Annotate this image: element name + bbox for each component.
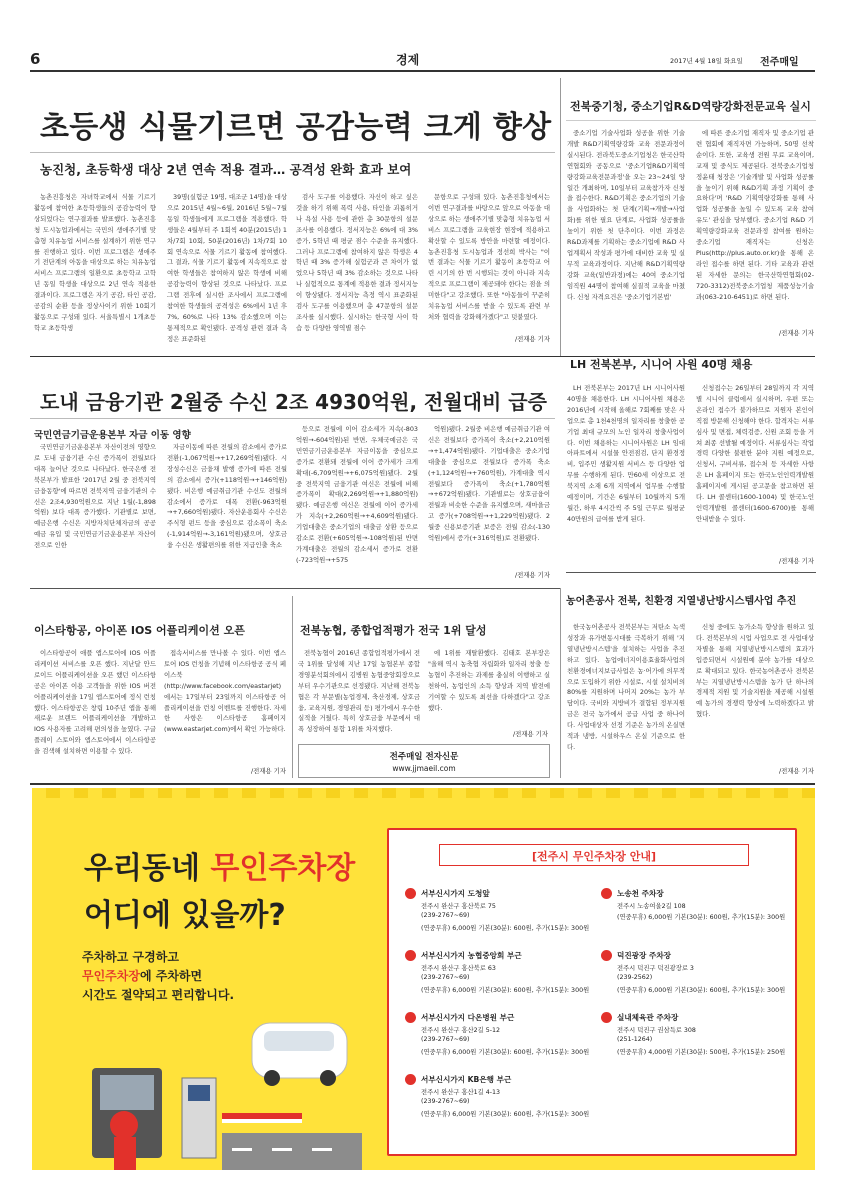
right-article3-headline: 농어촌공사 전북, 친환경 지열냉난방시스템사업 추진: [566, 596, 797, 607]
lot-address: 전주시 덕진구 권삼득로 308: [617, 1027, 696, 1034]
page-header: [30, 50, 820, 70]
article3-col2: 접속서비스를 만나볼 수 있다. 이번 앱스토어 IOS 런칭을 기념해 이스타항공 공식 페이스북(http://www.facebook.com/eastarjet) 에서는 17일부터 23일까지 이스타항공 어플리케이션을 런칭 이벤트를 진행한다. 자세한 사항은 이스타항공 홈페이지(www.eastarjet.com)에서 확인 가능하다.: [164, 649, 286, 734]
lot-name: 서부신시가지 다온병원 부근: [421, 1013, 515, 1022]
lot-item: [601, 950, 793, 1012]
article1-col2: 39명(실험군 19명, 대조군 14명)을 대상으로 2015년 4월~6월, 2016년 5월~7월 동일 학생들에게 프로그램을 적용했다. 학생들은 4월부터 주 1회씩 40분(2015년) 1차/7회 10회, 50분(2016년) 1차/7회 10회 연속으로 식물 기르기 활동에 참여했다. 그 결과, 식물 기르기 활동에 지속적으로 참여한 학생들은 참여하지 않은 학생에 비해 공감능력이 향상된 것으로 나타났다. 프로그램 전후에 실시한 조사에서 프로그램에 참여한 학생들의 공격성은 6%에서 1년 후 7%, 60%로 나타 13% 감소했으며 이는 통제적으로 확인됐다. 공격성 관련 결과 측정은 표준화된: [167, 193, 287, 343]
column-divider: [560, 588, 561, 778]
lot-name: 서부신시가지 KB은행 부근: [421, 1075, 512, 1084]
ad-right-lot-list: [601, 888, 793, 1074]
online-edition-title: 전주매일 전자신문: [389, 752, 459, 762]
location-pin-icon: [405, 1074, 416, 1085]
article2-col1: 국민연금기금운용본부 자산이전의 영향으로 도내 금융기관 수신 증가폭이 전월보다 대폭 늘어난 것으로 나타났다. 한국은행 전북본부가 발표한 '2017년 2월 중 전북지역 금융동향'에 따르면 전북지역 금융기관의 수신은 2조4,930억원으로 지난 1월(-1,898억원) 보다 대폭 증가했다. 기관별로 보면, 예금은행 수신은 지방자치단체자금의 공공예금 유입 및 국민연금기금운용본부 자산이전으로 인한: [34, 443, 156, 550]
article1-col4: 문항으로 구성돼 있다. 농촌진흥청에서는 이번 연구결과를 바탕으로 앞으로 아동을 대상으로 하는 생애주기별 맞춤형 치유농업 서비스 프로그램을 교육현장 현장에 적용하고 확산할 수 있도록 방안을 마련할 예정이다. 농촌진흥청 도시농업과 정선희 박사는 "이번 결과는 식물 기르기 활동이 초등학교 어린 시기의 한 번 시행되는 것이 아니라 지속적으로 프로그램이 제공돼야 한다는 점을 의미한다"고 강조했다. 또한 "아동들이 꾸준히 치유농업 서비스를 받을 수 있도록 관련 부처와 협력을 강화해가겠다"고 덧붙였다.: [428, 193, 550, 321]
paper-name: 전주매일: [760, 57, 799, 68]
lot-phone: (239-2767~69): [421, 1036, 470, 1043]
ad-body-line2: [82, 967, 202, 984]
online-edition-url[interactable]: www.jjmaeil.com: [392, 764, 456, 773]
ad-top-stripe: [32, 788, 815, 798]
article1-headline: 초등생 식물기르면 공감능력 크게 향상: [40, 110, 552, 145]
lot-fee: (연중무휴) 6,000원 기본(30분): 600원, 추가(15분): 300원: [421, 987, 590, 994]
right-article1-byline: /전재용 기자: [778, 329, 814, 337]
article2-col4: 억원)됐다. 2월중 비은행 예금취급기관 여신은 전월보다 증가폭이 축소(+2,210억원→+1,474억원)됐다. 기업대출은 중소기업대출을 중심으로 전월보다 증가폭 축소(+1,124억원→+760억원), 가계대출 역시 전월보다 증가폭이 축소(+1,780억원→+672억원)됐다. 기관별로는 상호금융이 전월과 비슷한 수준을 유지했으며, 새마을금고 증가(+708억원→+1,229억원)됐다. 2월중 신용보증기관 보증은 전월 감소(-130억원)에서 증가(+316억원)로 전환됐다.: [428, 425, 550, 543]
parking-lot-illustration: [72, 1013, 372, 1170]
lot-name: 서부신시가지 도청앞: [421, 889, 490, 898]
ad-parking-photo: [72, 1013, 372, 1170]
column-divider: [560, 78, 561, 356]
lot-address: 전주시 완산구 홍산북로 75: [421, 903, 496, 910]
lot-fee: (연중무휴) 4,000원 기본(30분): 500원, 추가(15분): 250원: [617, 1049, 786, 1056]
lot-phone: (239-2767~69): [421, 974, 470, 981]
ad-body-line1: 주차하고 구경하고: [82, 950, 179, 964]
lot-name: 덕진광장 주차장: [617, 951, 671, 960]
right-article1-headline: 전북중기청, 중소기업R&D역량강화전문교육 실시: [570, 100, 811, 113]
article3-headline: 이스타항공, 아이폰 IOS 어플리케이션 오픈: [34, 624, 245, 637]
issue-date: 2017년 4월 18일 화요일: [670, 57, 743, 65]
ad-left-lot-list: [405, 888, 625, 1136]
location-pin-icon: [405, 888, 416, 899]
lot-address: 전주시 완산구 홍산1길 4-13: [421, 1089, 501, 1096]
divider: [566, 120, 816, 121]
article4-col1: 전북농협이 2016년 종합업적평가에서 전국 1위를 달성해 지난 17일 농협본부 종합경영분석회의에서 김병원 농협중앙회장으로부터 우수기관으로 선정됐다. 지난해 전북농협은 각 부문별(농업경제, 축산경제, 상호금융, 교육지원, 경영관리 등) 평가에서 우수한 실적을 거뒀다. 특히 상호금융 부문에서 대폭 성장하여 통합 1위를 차지했다.: [298, 649, 420, 734]
divider: [30, 152, 555, 153]
divider: [30, 783, 815, 785]
ad-body-highlight: 무인주차장: [82, 969, 140, 983]
ad-headline-highlight: 무인주차장: [210, 851, 356, 886]
lot-phone: (239-2767~69): [421, 912, 470, 919]
article3-col1: 이스타항공이 애플 앱스토어에 IOS 어플리케이션 서비스를 오픈 했다. 지난달 안드로이드 어플리케이션을 오픈 했던 이스타항공은 아이폰 이용 고객들을 위한 IOS 버전 어플리케이션을 17일 앱스토어에 정식 런칭 했다. 이스타항공은 창립 10주년 앱을 통해 새로운 브랜드 어플리케이션을 개발하고 IOS 사용자를 고려해 편의성을 높였다. 구글플레이 스토어와 앱스토어에서 이스타항공을 검색해 설치하면 이용할 수 있다.: [34, 649, 156, 756]
header-rule: [30, 70, 815, 72]
article2-subhead: 국민연금기금운용본부 자금 이동 영향: [34, 430, 191, 441]
ad-info-box: [387, 828, 797, 1156]
lot-fee: (연중무휴) 6,000원 기본(30분): 600원, 추가(15분): 300원: [421, 1049, 590, 1056]
right-article2-col1: LH 전북본부는 2017년 LH 시니어사원 40명을 채용한다. LH 시니어사원 채용은 2016년에 시작해 올해로 7회째를 맞은 사업으로 총 1천4천명의 일자리를 창출한 공기업 최대 규모의 노인 일자리 창출사업이다. 이번 채용하는 시니어사원은 LH 임대아파트에서 시설물 안전점검, 단지 환경정비, 입주민 생활지원 서비스 등 다양한 업무를 수행하게 된다. 만60세 이상으로 전북지역 소재 6개 지역에서 업무를 수행할 예정이며, 기간은 6월부터 10월까지 5개월간, 하루 4시간씩 주 5일 근무로 월평균 40만원의 급여를 받게 된다.: [567, 384, 685, 523]
location-pin-icon: [405, 950, 416, 961]
lot-fee: (연중무휴) 6,000원 기본(30분): 600원, 추가(15분): 300원: [617, 987, 786, 994]
location-pin-icon: [601, 950, 612, 961]
parking-ad: [32, 788, 815, 1170]
right-article1-col2: 에 따른 중소기업 재직자 및 중소기업 관련 협회에 재직자면 가능하며, 50명 선착순이다. 또한, 교육생 전원 무료 교육이며, 교재 및 중식도 제공된다. 전북중소기업청 정윤태 청장은 '기술개발 및 사업화 성공률을 높이기 위해 R&D기획 과정 기획이 중요하다'며 'R&D 기획역량강화를 통해 사업화 성공률을 높일 수 있도록 교육 참여 유도' 관심을 당부했다. 중소기업 R&D 기획역량강화교육 전문과정 참여를 원하는 중소기업 재직자는 신청은 Plus(http://plus.auto.or.kr)을 통해 온라인 접수를 하면 된다. 기타 교육과 관련된 자세한 문의는 한국산학연협회(02-720-3312)전북중소기업청 제품성능기술과(063-210-6451)로 하면 된다.: [696, 129, 814, 301]
location-pin-icon: [601, 1012, 612, 1023]
ad-headline-part: 우리동네: [84, 851, 211, 886]
right-article3-col2: 신청 중에도 농가소득 향상을 원하고 있다. 전북본부의 시업 사업으로 전 사업대상자별을 통해 지열냉난방시스템의 효과가 입증되면서 시설원예 분야 농가를 대상으로 확대되고 있다. 한국농어촌공사 전북본부는 지열냉난방시스템을 농가 단 하나의 경제적 지원 및 기술지원을 제공해 시설원예 농가의 경쟁력 향상에 노력하겠다고 밝혔다.: [696, 623, 814, 719]
article2-col3: 등으로 전월에 이어 감소세가 지속(-803억원→-604억원)된 반면, 우체국예금은 국민연금기금운용본부 자금이동을 중심으로 증가로 전환돼 전월에 이어 증가세가 크게 확대(-6,709억원→+6,075억원)됐다. 2월중 전북지역 금융기관 여신은 전월에 비해 증가폭이 확대(2,269억원→+1,880억원)됐다. 예금은행 여신은 전월에 이어 증가세가 지속(+2,260억원→+4,609억원)됐다. 기업대출은 중소기업의 대출금 상환 등으로 감소로 전환(+605억원→-108억원)된 반면 가계대출은 전월의 감소세서 증가로 전환(-723억원→+575: [296, 425, 418, 564]
lot-phone: (251-1264): [617, 1036, 653, 1043]
lot-item: [405, 1012, 625, 1074]
lot-phone: (239-2562): [617, 974, 653, 981]
ad-info-title: [전주시 무인주차장 안내]: [532, 850, 656, 863]
right-article2-col2: 신청접수는 26일부터 28일까지 각 지역별 시니어 클럽에서 실시하며, 우편 또는 온라인 접수가 불가하므로 지원자 본인이 직접 방문해 신청해야 한다. 합격자는 서류심사 및 면접, 체력검증, 신원 조회 등을 거쳐 최종 선발될 예정이다. 서류심사는 작업경력 다양한 불편한 분야 지원 예정으로, 신청서, 구비서류, 접수처 등 자세한 사항은 LH 홈페이지 또는 한국노인인력개발원 홈페이지에 게시된 공고문을 참고하면 된다. LH 콜센터(1600-1004) 및 한국노인인력개발원 콜센터(1600-6700)를 통해 안내받을 수 있다.: [696, 384, 814, 523]
lot-item: [405, 1074, 625, 1136]
lot-name: 노송천 주차장: [617, 889, 664, 898]
lot-fee: (연중무휴) 6,000원 기본(30분): 600원, 추가(15분): 300원: [421, 1111, 590, 1118]
article4-headline: 전북농협, 종합업적평가 전국 1위 달성: [300, 624, 487, 637]
right-article2-headline: LH 전북본부, 시니어 사원 40명 채용: [570, 358, 753, 371]
lot-fee: (연중무휴) 6,000원 기본(30분): 600원, 추가(15분): 300원: [421, 925, 590, 932]
ad-headline-line1: [84, 843, 355, 887]
article4-col2: 에 1위를 재탈환했다. 김태호 본부장은 "올해 역시 농축협 자립화와 일자리 창출 등 농협이 추진하는 과제를 충실히 이행하고 실천하여, 농업인의 소득 향상과 지역 발전에 기여할 수 있도록 최선을 다하겠다"고 강조했다.: [428, 649, 550, 712]
article4-byline: /전재용 기자: [512, 730, 548, 738]
lot-phone: (239-2767~69): [421, 1098, 470, 1105]
divider: [30, 588, 560, 589]
lot-address: 전주시 노송여울2길 108: [617, 903, 686, 910]
column-divider: [292, 596, 293, 778]
lot-phone: (연중무휴) 6,000원 기본(30분): 600원, 추가(15분): 300원: [617, 914, 786, 921]
lot-address: 전주시 덕진구 덕진광장로 3: [617, 965, 694, 972]
lot-address: 전주시 완산구 홍산북로 63: [421, 965, 496, 972]
right-article1-col1: 중소기업 기술사업화 성공을 위한 기술개발 R&D기획역량강화 교육 전문과정이 실시된다. 전라북도중소기업청은 한국산학연협회와 공동으로 '중소기업R&D기획역량강화교육전문과정'을 오는 23~24일 양일간 개최하며, 10일부터 교육참가자 신청을 접수한다. R&D기획은 중소기업의 기술을 사업화하는 첫 단계(기획→개발→사업화)를 위한 필요 단계로, 사업화 성공률을 높이기 위한 첫 단추이다. 이번 과정은 R&D과제를 기획하는 중소기업에 R&D 사업계획서 작성과 평가에 대비한 교육 및 실무적 교육과정이다. 지난해 R&D기획역량강화 교육(일반과정)에는 40여 중소기업 임직원 44명이 참여해 실질적 교육을 마쳤다. 신청 자격요건은 '중소기업기본법': [567, 129, 685, 301]
ad-body-rest: 에 주차하면: [139, 969, 203, 983]
lot-address: 전주시 완산구 홍산2길 5-12: [421, 1027, 501, 1034]
lot-item: [405, 888, 625, 950]
article3-byline: /전재용 기자: [250, 767, 286, 775]
right-article3-byline: /전재용 기자: [778, 767, 814, 775]
lot-item: [601, 888, 793, 950]
article1-col3: 검사 도구를 이용했다. 자신이 하고 싶은 것을 하기 위해 폭력 사용, 타인을 괴롭히거나 욕설 사용 등에 관한 총 30문항의 설문 조사를 이용했다. 정서지능은 6%에 대 3% 증가, 5학년 때 평균 점수 수준을 유지했다. 그러나 프로그램에 참여하지 않은 학생은 4학년 때 3% 증가해 실험군과 큰 차이가 없었으나 5학년 때 3% 감소하는 것으로 나타나 실험적으로 통계에 적용한 결과 정서지능이 향상됐다. 정서지능 측정 역시 표준화된 검사 도구를 이용했으며 총 47문항의 설문 조사를 실시했다. 실시하는 한국형 사이 학습 등 다양한 영역별 점수: [296, 193, 418, 332]
article2-headline: 도내 금융기관 2월중 수신 2조 4930억원, 전월대비 급증: [40, 390, 547, 414]
article2-col2: 자금이동에 따른 전월의 감소에서 증가로 전환(-1,067억원→+17,269억원)됐다. 시장성수신은 금융채 발행 증가에 따른 전월의 감소에서 증가(+118억원→+146억원)됐다. 비은행 예금취급기관 수신도 전월의 감소에서 증가로 대폭 전환(-963억원→+7,660억원)됐다. 자산운용회사 수신은 주식형 펀드 등을 중심으로 감소폭이 축소(-1,914억원→-3,161억원)됐으며, 상호금융 수신은 생활편의를 위한 지급인출 축소: [167, 443, 287, 550]
article1-col1: 농촌진흥청은 자녀학교에서 식물 기르기 활동에 참여한 초등학생들의 공감능력이 향상되었다는 연구결과를 발표했다. 농촌진흥청 도시농업과에서는 국민의 생애주기별 맞춤형 치유농업 서비스를 설계하기 위한 연구를 진행하고 있다. 이번 프로그램은 생애주기 전단계의 아동을 대상으로 하는 치유농업 서비스 프로그램의 일환으로 초등학교 고학년 동일 학생을 대상으로 2년 연속 적용한 결과이다. 프로그램은 자기 공감, 타인 공감, 공감의 순환 등을 정상사이키 위한 10회기 활동으로 구성돼 있다. 서울특별시 1개초등학교 초등학생: [34, 193, 156, 332]
section-name: 경제: [396, 53, 420, 67]
article1-byline: /전재용 기자: [514, 335, 550, 343]
ad-body-line3: 시간도 절약되고 편리합니다.: [82, 988, 235, 1002]
lot-name: 서부신시가지 농협중앙회 부근: [421, 951, 522, 960]
article2-byline: /전재용 기자: [514, 571, 550, 579]
page-number: 6: [30, 50, 41, 68]
lot-item: [405, 950, 625, 1012]
right-article3-col1: 한국농어촌공사 전북본부는 저탄소 녹색성장과 유가변동시대를 극복하기 위해 '지열냉난방시스템'을 설치하는 사업을 추진하고 있다. 농업에너지이용효율화사업의 친환경에너지보급사업은 농·어가에 의무적으로 도입하기 위한 시설로, 시설 설치비의 80%를 지원하며 나머지 20%는 농가 부담이다. 국비와 지방비가 결합된 정부지원금은 전국 농가에서 공급 사업 중 하나이다. 사업대상자 선정 기준은 농가의 온실면적과 냉방, 시설하우스 온실 기준으로 한다.: [567, 623, 685, 751]
divider: [30, 418, 555, 419]
ad-headline-line2: 어디에 있을까?: [84, 898, 286, 933]
location-pin-icon: [601, 888, 612, 899]
location-pin-icon: [405, 1012, 416, 1023]
divider: [566, 572, 816, 573]
online-edition-box: [298, 744, 550, 778]
ad-info-title-wrap: [439, 844, 749, 866]
article1-subhead: 농진청, 초등학생 대상 2년 연속 적용 결과… 공격성 완화 효과 보여: [40, 162, 412, 177]
lot-item: [601, 1012, 793, 1074]
right-article2-byline: /전재용 기자: [778, 557, 814, 565]
lot-name: 실내체육관 주차장: [617, 1013, 679, 1022]
